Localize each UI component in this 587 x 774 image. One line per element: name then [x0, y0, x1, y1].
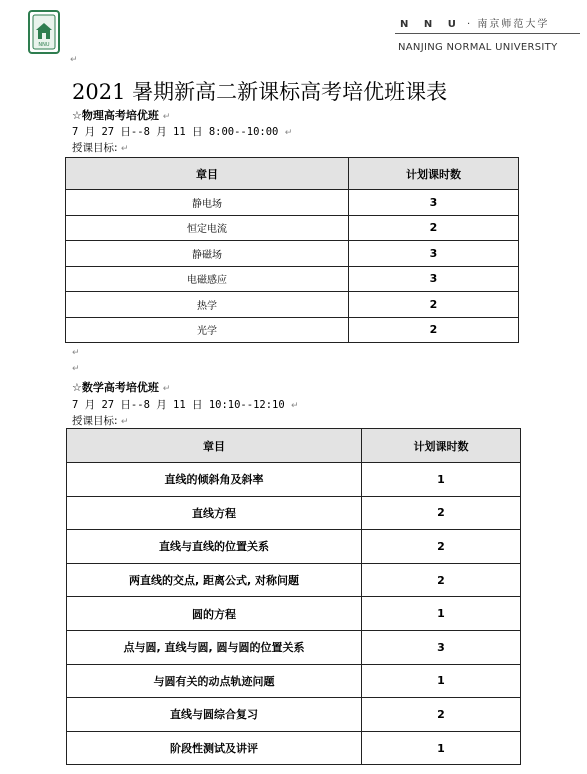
paragraph-mark: ↵ [72, 348, 80, 358]
chapter-cell: 电磁感应 [66, 266, 349, 292]
header-rule [395, 33, 580, 34]
table-row [66, 241, 519, 267]
table-row [66, 215, 519, 241]
physics-heading: ☆物理高考培优班 ↵ [72, 109, 171, 122]
physics-schedule-table [65, 157, 519, 343]
university-name-line [400, 15, 549, 30]
chapter-cell: 直线与圆综合复习 [67, 698, 362, 732]
chapter-cell: 点与圆, 直线与圆, 圆与圆的位置关系 [67, 630, 362, 664]
hours-cell: 2 [349, 292, 519, 318]
hours-cell: 2 [362, 496, 521, 530]
column-header-chapter: 章目 [66, 158, 349, 190]
math-dates: 7 月 27 日--8 月 11 日 10:10--12:10 ↵ [72, 399, 299, 411]
hours-cell: 1 [362, 463, 521, 497]
university-en: NANJING NORMAL UNIVERSITY [398, 42, 558, 53]
math-heading-text: ☆数学高考培优班 [72, 381, 159, 394]
physics-goal: 授课目标: ↵ [72, 142, 129, 154]
page-title: 2021 暑期新高二新课标高考培优班课表 [72, 80, 448, 104]
table-row [67, 463, 521, 497]
hours-cell: 1 [362, 597, 521, 631]
page-header [0, 0, 587, 65]
chapter-cell: 静磁场 [66, 241, 349, 267]
table-row [66, 292, 519, 318]
table-row [67, 496, 521, 530]
table-header-row [67, 429, 521, 463]
separator-dot: · [467, 19, 473, 30]
table-row [66, 190, 519, 216]
hours-cell: 2 [362, 563, 521, 597]
column-header-chapter: 章目 [67, 429, 362, 463]
chapter-cell: 阶段性测试及讲评 [67, 731, 362, 765]
table-row [67, 731, 521, 765]
table-row [66, 317, 519, 343]
math-goal: 授课目标: ↵ [72, 415, 129, 427]
chapter-cell: 两直线的交点, 距离公式, 对称问题 [67, 563, 362, 597]
physics-heading-text: ☆物理高考培优班 [72, 109, 159, 122]
table-row [67, 530, 521, 564]
paragraph-mark: ↵ [70, 55, 78, 65]
hours-cell: 3 [362, 630, 521, 664]
table-row [67, 597, 521, 631]
hours-cell: 2 [349, 215, 519, 241]
chapter-cell: 直线方程 [67, 496, 362, 530]
university-abbr: N N U [400, 19, 462, 30]
table-row [66, 266, 519, 292]
logo-text: NNU [38, 42, 50, 48]
chapter-cell: 直线与直线的位置关系 [67, 530, 362, 564]
paragraph-mark: ↵ [72, 364, 80, 374]
hours-cell: 2 [362, 698, 521, 732]
chapter-cell: 静电场 [66, 190, 349, 216]
column-header-hours: 计划课时数 [349, 158, 519, 190]
hours-cell: 3 [349, 241, 519, 267]
university-logo [28, 10, 60, 54]
hours-cell: 3 [349, 266, 519, 292]
table-row [67, 664, 521, 698]
chapter-cell: 恒定电流 [66, 215, 349, 241]
chapter-cell: 光学 [66, 317, 349, 343]
university-cn: 南京师范大学 [477, 19, 550, 30]
table-row [67, 698, 521, 732]
column-header-hours: 计划课时数 [362, 429, 521, 463]
math-schedule-table [66, 428, 521, 765]
hours-cell: 3 [349, 190, 519, 216]
math-heading: ☆数学高考培优班 ↵ [72, 381, 171, 394]
chapter-cell: 热学 [66, 292, 349, 318]
table-header-row [66, 158, 519, 190]
chapter-cell: 直线的倾斜角及斜率 [67, 463, 362, 497]
hours-cell: 1 [362, 664, 521, 698]
chapter-cell: 圆的方程 [67, 597, 362, 631]
hours-cell: 2 [362, 530, 521, 564]
physics-dates: 7 月 27 日--8 月 11 日 8:00--10:00 ↵ [72, 126, 293, 138]
hours-cell: 1 [362, 731, 521, 765]
chapter-cell: 与圆有关的动点轨迹问题 [67, 664, 362, 698]
table-row [67, 563, 521, 597]
table-row [67, 630, 521, 664]
hours-cell: 2 [349, 317, 519, 343]
